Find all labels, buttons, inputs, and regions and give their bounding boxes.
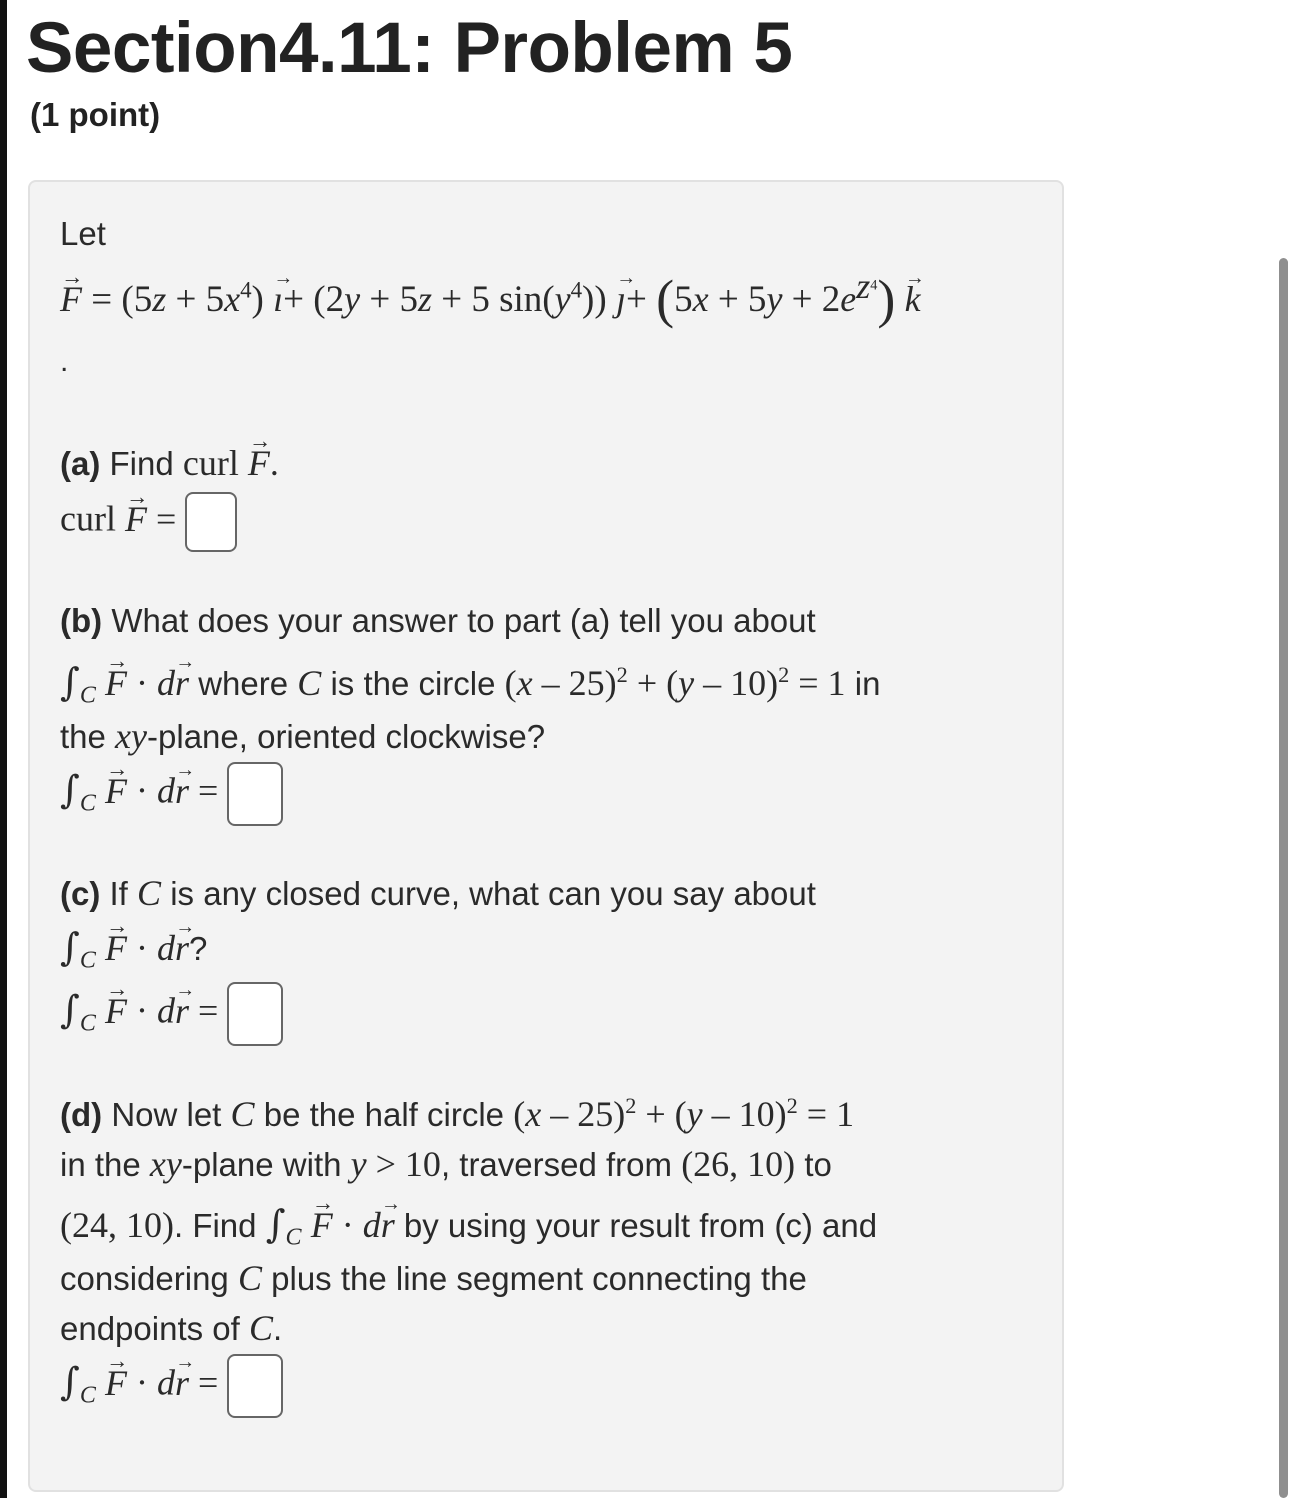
curl-label: curl xyxy=(60,498,116,539)
formula-period: . xyxy=(60,345,69,378)
vector-field-formula: → $F = (5z + 5x^4)$ → ı+ (2y + 5z + 5 $\sin(y^4)$) → ȷ+ $(5x + 5y + 2e^{z^4}) \to k$ xyxy=(60,268,921,330)
part-b-line3: the xy-plane, oriented clockwise? xyxy=(60,716,546,756)
part-c-answer-box[interactable] xyxy=(227,982,283,1046)
left-edge-bar xyxy=(0,0,7,1498)
part-b-line2: $\int_C \to F \cdot d\to r$ where C is the circle (x – 25)$^2$ + (y – 10)$^2$ = 1 in xyxy=(60,660,880,704)
part-d-label: (d) xyxy=(60,1096,103,1133)
points-label: (1 point) xyxy=(30,96,161,133)
part-c-label: (c) xyxy=(60,875,101,912)
part-a-label: (a) xyxy=(60,445,101,482)
part-d-line1: (d) Now let C be the half circle (x – 25)$^2$ + (y – 10)$^2$ = 1 xyxy=(60,1093,855,1134)
part-b-text: What does your answer to part (a) tell you about xyxy=(111,602,816,639)
vertical-scrollbar[interactable] xyxy=(1279,258,1288,1498)
part-a-question: (a) Find curl → F. xyxy=(60,442,279,484)
part-d-answer-box[interactable] xyxy=(227,1354,283,1418)
let-label: Let xyxy=(60,215,106,252)
part-c-line2: $\int_C \to F \cdot d\to r$? xyxy=(60,925,207,969)
part-c-answer-row: $\int_C \to F \cdot d\to r$ = xyxy=(60,982,283,1046)
part-d-line4: considering C plus the line segment connecting the xyxy=(60,1258,807,1298)
part-a-answer-box[interactable] xyxy=(185,492,237,552)
part-d-line3: (24, 10). Find $\int_C \to F \cdot d\to r$ by using your result from (c) and xyxy=(60,1202,877,1246)
part-d-answer-row: $\int_C \to F \cdot d\to r$ = xyxy=(60,1354,283,1418)
part-d-line2: in the xy-plane with y > 10, traversed from (26, 10) to xyxy=(60,1144,832,1184)
page-title: Section4.11: Problem 5 xyxy=(26,9,793,88)
part-b-answer-box[interactable] xyxy=(227,762,283,826)
part-a-text: Find xyxy=(109,445,174,482)
part-b-line1 xyxy=(60,602,816,640)
part-a-answer-row: curl → F = xyxy=(60,492,237,552)
part-c-line1: (c) If C is any closed curve, what can you say about xyxy=(60,873,816,913)
part-d-line5: endpoints of C. xyxy=(60,1308,283,1348)
part-b-answer-row: $\int_C \to F \cdot d\to r$ = xyxy=(60,762,283,826)
part-b-label: (b) xyxy=(60,602,103,639)
